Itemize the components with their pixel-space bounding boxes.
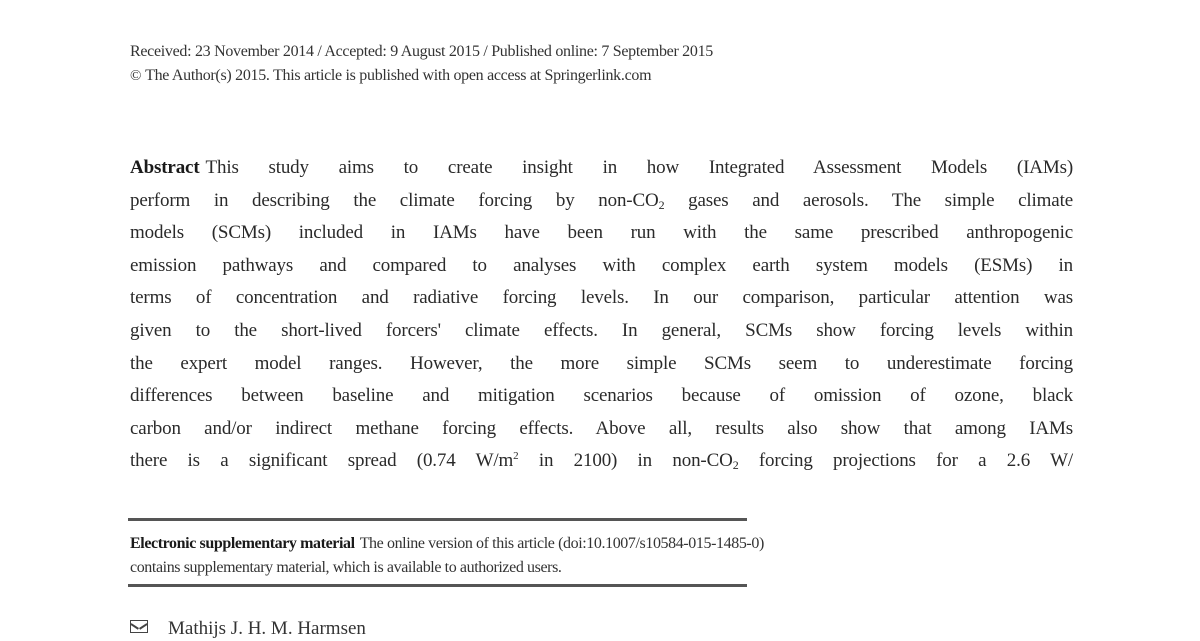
abstract-label: Abstract: [130, 157, 200, 178]
supplementary-availability: contains supplementary material, which is available to authorized users.: [130, 559, 562, 576]
abstract-line: emission pathways and compared to analyses with complex earth system models (ESMs) in: [130, 254, 1073, 276]
article-meta: [130, 40, 713, 88]
abstract-line: terms of concentration and radiative forcing levels. In our comparison, particular attention was: [130, 287, 1073, 309]
abstract-line: models (SCMs) included in IAMs have been run with the same prescribed anthropogenic: [130, 222, 1073, 244]
abstract-line: perform in describing the climate forcing by non-$CO_2$ gases and aerosols. The simple climate: [130, 189, 1073, 212]
supplementary-doi-text[interactable]: The online version of this article (doi:10.1007/s10584-015-1485-0): [359, 535, 764, 552]
abstract-line: differences between baseline and mitigation scenarios because of omission of ozone, black: [130, 385, 1073, 407]
copyright-text: The Author(s) 2015. This article is published with open access at Springerlink.com: [145, 67, 652, 84]
abstract-line: carbon and/or indirect methane forcing effects. Above all, results also show that among IAMs: [130, 417, 1073, 439]
abstract: [130, 152, 1073, 478]
abstract-line: there is a significant spread (0.74 $W/m^2$ in 2100) in non-$CO_2$ forcing projections for a 2.6 W/: [130, 450, 1073, 473]
abstract-line: the expert model ranges. However, the more simple SCMs seem to underestimate forcing: [130, 352, 1073, 374]
abstract-line: Abstract This study aims to create insight in how Integrated Assessment Models (IAMs): [130, 157, 1073, 178]
footnote-rule-bottom: [128, 584, 747, 587]
copyright-icon: ©: [130, 68, 142, 84]
author-name: Mathijs J. H. M. Harmsen: [168, 618, 366, 639]
abstract-line: given to the short-lived forcers' climate effects. In general, SCMs show forcing levels within: [130, 319, 1073, 341]
copyright-line: [130, 64, 713, 88]
supplementary-label: Electronic supplementary material: [130, 535, 355, 552]
supplementary-note: [130, 532, 764, 580]
footnote-rule-top: [128, 518, 747, 521]
envelope-icon[interactable]: [130, 620, 148, 633]
corresponding-author: [130, 617, 366, 641]
publication-dates: Received: 23 November 2014 / Accepted: 9 August 2015 / Published online: 7 September 2015: [130, 43, 713, 60]
